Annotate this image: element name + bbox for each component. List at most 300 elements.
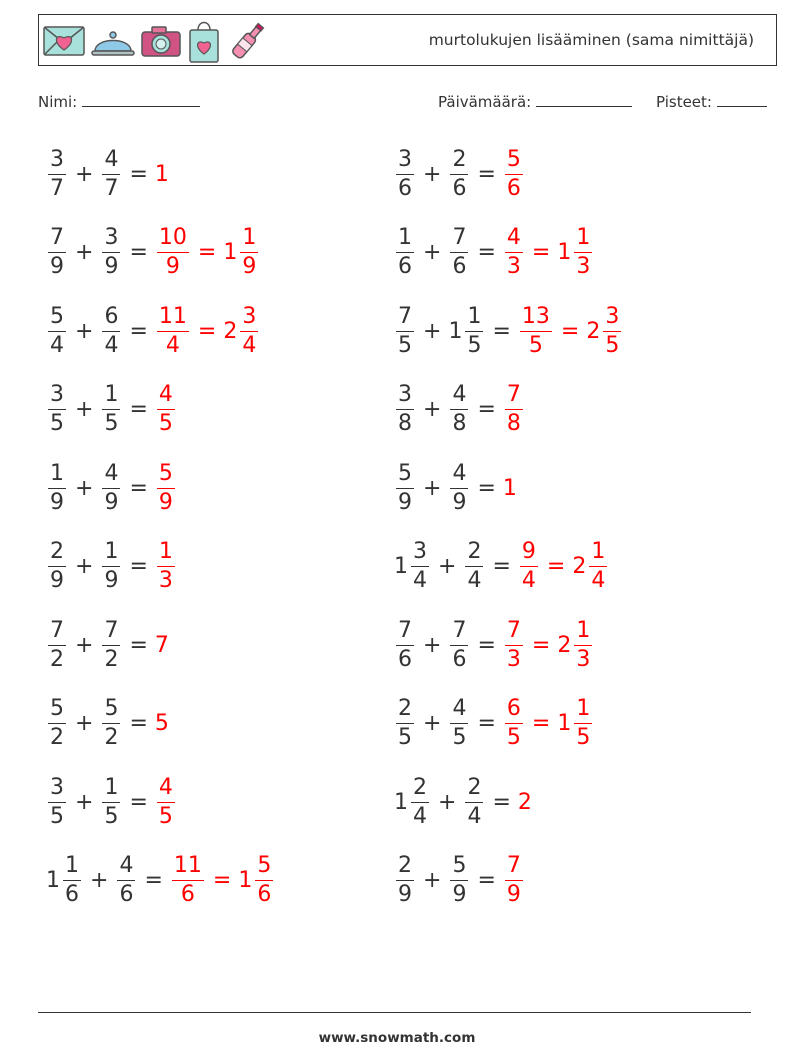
denominator: 9 xyxy=(165,254,180,279)
numerator: 1 xyxy=(104,774,119,800)
numerator: 4 xyxy=(119,853,134,878)
score-field xyxy=(656,92,767,111)
answer xyxy=(155,711,170,736)
fraction-bar xyxy=(48,174,66,175)
fraction xyxy=(117,855,135,906)
fraction-bar xyxy=(450,488,468,489)
denominator: 4 xyxy=(413,568,427,593)
plus-sign: + xyxy=(75,711,94,736)
problem-row xyxy=(46,615,170,675)
answer xyxy=(170,855,206,906)
numerator: 1 xyxy=(467,303,482,329)
name-field xyxy=(38,92,200,111)
cloche-icon xyxy=(91,23,135,59)
answer xyxy=(518,303,554,358)
denominator: 6 xyxy=(452,175,467,201)
fraction xyxy=(505,146,523,201)
problem-row xyxy=(46,380,177,440)
numerator: 3 xyxy=(398,382,412,407)
answer xyxy=(155,303,191,358)
equals-sign: = xyxy=(531,632,551,658)
problem-row xyxy=(394,458,518,518)
denominator: 6 xyxy=(119,882,134,907)
fraction xyxy=(450,855,468,906)
fraction xyxy=(520,303,552,358)
plus-sign: + xyxy=(75,161,94,187)
answer xyxy=(503,617,525,672)
addend-2 xyxy=(448,384,470,435)
numerator: 4 xyxy=(506,225,521,250)
problem-row xyxy=(46,851,275,911)
numerator: 1 xyxy=(65,853,79,878)
equals-sign: = xyxy=(129,711,148,736)
fraction-bar xyxy=(450,645,468,646)
denominator: 9 xyxy=(398,489,412,515)
plus-sign: + xyxy=(423,711,442,736)
fraction-bar xyxy=(102,566,120,567)
fraction xyxy=(240,227,258,278)
numerator: 6 xyxy=(506,696,521,721)
numerator: 1 xyxy=(576,696,591,721)
denominator: 3 xyxy=(506,254,521,279)
fraction-bar xyxy=(505,174,523,175)
whole-number: 1 xyxy=(238,868,253,893)
equals-sign: = xyxy=(212,868,232,893)
numerator: 3 xyxy=(605,303,620,329)
denominator: 2 xyxy=(104,646,119,672)
equals-sign: = xyxy=(546,554,566,579)
whole-number: 1 xyxy=(502,475,517,501)
denominator: 9 xyxy=(452,882,467,907)
addend-2 xyxy=(100,460,122,515)
fraction xyxy=(505,227,523,278)
fraction xyxy=(157,460,175,515)
fraction xyxy=(48,146,66,201)
fraction xyxy=(172,855,204,906)
fraction xyxy=(102,617,120,672)
addend-2 xyxy=(100,227,122,278)
name-label: Nimi: xyxy=(38,93,78,111)
denominator: 3 xyxy=(158,568,173,593)
fraction-bar xyxy=(157,331,189,332)
denominator: 4 xyxy=(242,332,257,358)
addend-1 xyxy=(394,698,416,749)
fraction xyxy=(396,303,414,358)
addend-2 xyxy=(448,855,470,906)
numerator: 3 xyxy=(50,382,64,407)
plus-sign: + xyxy=(75,397,94,422)
fraction xyxy=(465,303,483,358)
plus-sign: + xyxy=(75,554,94,579)
plus-sign: + xyxy=(75,789,94,815)
mixed-answer xyxy=(557,698,594,749)
mixed-answer xyxy=(223,303,260,358)
answer xyxy=(518,541,540,592)
whole-number: 1 xyxy=(557,240,572,265)
fraction-bar xyxy=(450,252,468,253)
fraction-bar xyxy=(396,723,414,724)
numerator: 2 xyxy=(413,774,427,800)
denominator: 9 xyxy=(50,568,64,593)
fraction-bar xyxy=(102,174,120,175)
fraction xyxy=(450,698,468,749)
fraction xyxy=(102,227,120,278)
fraction xyxy=(574,617,592,672)
denominator: 5 xyxy=(104,803,119,829)
fraction xyxy=(396,384,414,435)
gift-bag-heart-icon xyxy=(187,18,221,64)
numerator: 5 xyxy=(506,146,521,172)
worksheet-title: murtolukujen lisääminen (sama nimittäjä) xyxy=(428,31,754,49)
denominator: 6 xyxy=(65,882,79,907)
fraction xyxy=(240,303,258,358)
equals-sign: = xyxy=(129,632,148,658)
addend-2 xyxy=(448,227,470,278)
fraction xyxy=(102,146,120,201)
denominator: 8 xyxy=(452,411,467,436)
numerator: 1 xyxy=(591,539,606,564)
numerator: 7 xyxy=(452,617,467,643)
fraction-bar xyxy=(450,723,468,724)
problem-row xyxy=(394,772,533,832)
numerator: 4 xyxy=(104,460,119,486)
problem-row xyxy=(46,458,177,518)
denominator: 9 xyxy=(50,254,64,279)
denominator: 9 xyxy=(242,254,257,279)
denominator: 4 xyxy=(104,332,119,358)
addend-1 xyxy=(46,617,68,672)
fraction xyxy=(520,541,538,592)
denominator: 2 xyxy=(50,646,64,672)
problem-row xyxy=(394,380,525,440)
fraction xyxy=(589,541,607,592)
wine-bottle-icon xyxy=(226,20,270,62)
numerator: 4 xyxy=(158,382,173,407)
addend-1 xyxy=(46,460,68,515)
fraction-bar xyxy=(157,566,175,567)
whole-number: 1 xyxy=(394,789,408,815)
fraction xyxy=(157,384,175,435)
fraction-bar xyxy=(48,566,66,567)
fraction xyxy=(396,617,414,672)
whole-number: 1 xyxy=(223,240,238,265)
fraction xyxy=(574,227,592,278)
numerator: 5 xyxy=(452,853,467,878)
fraction-bar xyxy=(48,723,66,724)
numerator: 2 xyxy=(452,146,467,172)
problem-row xyxy=(394,694,594,754)
equals-sign: = xyxy=(492,789,511,815)
plus-sign: + xyxy=(423,868,442,893)
fraction xyxy=(48,774,66,829)
denominator: 7 xyxy=(104,175,119,201)
numerator: 1 xyxy=(104,539,119,564)
plus-sign: + xyxy=(438,554,457,579)
numerator: 3 xyxy=(398,146,412,172)
fraction xyxy=(48,617,66,672)
fraction xyxy=(102,541,120,592)
denominator: 8 xyxy=(506,411,521,436)
whole-number: 1 xyxy=(557,711,572,736)
problem-row xyxy=(394,223,594,283)
equals-sign: = xyxy=(129,789,148,815)
addend-1 xyxy=(394,541,431,592)
equals-sign: = xyxy=(477,161,496,187)
problem-row xyxy=(394,301,623,361)
numerator: 1 xyxy=(576,225,591,250)
denominator: 9 xyxy=(506,882,521,907)
addend-2 xyxy=(448,617,470,672)
numerator: 6 xyxy=(104,303,119,329)
problem-row xyxy=(394,615,594,675)
numerator: 4 xyxy=(452,460,467,486)
camera-icon xyxy=(140,23,182,59)
numerator: 2 xyxy=(50,539,64,564)
denominator: 6 xyxy=(257,882,272,907)
worksheet-header xyxy=(38,14,777,66)
denominator: 3 xyxy=(576,254,591,279)
addend-2 xyxy=(100,541,122,592)
whole-number: 1 xyxy=(154,161,169,187)
answer xyxy=(155,384,177,435)
numerator: 11 xyxy=(173,853,202,878)
fraction xyxy=(48,541,66,592)
denominator: 3 xyxy=(576,646,591,672)
denominator: 5 xyxy=(605,332,620,358)
fraction xyxy=(102,698,120,749)
answer xyxy=(155,633,170,658)
fraction xyxy=(450,146,468,201)
addend-2 xyxy=(100,617,122,672)
numerator: 7 xyxy=(50,617,64,643)
numerator: 1 xyxy=(158,539,173,564)
denominator: 9 xyxy=(158,489,173,515)
numerator: 7 xyxy=(398,303,412,329)
fraction xyxy=(396,698,414,749)
fraction xyxy=(505,384,523,435)
denominator: 4 xyxy=(591,568,606,593)
numerator: 13 xyxy=(521,303,550,329)
whole-number: 2 xyxy=(223,318,238,344)
fraction-bar xyxy=(411,802,429,803)
fraction xyxy=(396,146,414,201)
fraction-bar xyxy=(505,409,523,410)
denominator: 5 xyxy=(528,332,543,358)
equals-sign: = xyxy=(492,554,511,579)
addend-1 xyxy=(46,774,68,829)
denominator: 5 xyxy=(398,725,412,750)
answer xyxy=(503,384,525,435)
fraction-bar xyxy=(465,566,483,567)
fraction-bar xyxy=(574,645,592,646)
equals-sign: = xyxy=(477,632,496,658)
equals-sign: = xyxy=(477,475,496,501)
equals-sign: = xyxy=(477,240,496,265)
numerator: 1 xyxy=(576,617,591,643)
fraction xyxy=(396,460,414,515)
numerator: 1 xyxy=(50,460,64,486)
fraction xyxy=(102,384,120,435)
problem-row xyxy=(46,772,177,832)
numerator: 5 xyxy=(257,853,272,878)
fraction-bar xyxy=(102,488,120,489)
answer xyxy=(155,774,177,829)
problem-row xyxy=(46,694,170,754)
denominator: 6 xyxy=(452,646,467,672)
fraction-bar xyxy=(396,645,414,646)
whole-number: 1 xyxy=(46,868,60,893)
equals-sign: = xyxy=(144,868,163,893)
fraction-bar xyxy=(520,566,538,567)
denominator: 5 xyxy=(158,411,173,436)
numerator: 1 xyxy=(398,225,412,250)
whole-number: 2 xyxy=(586,318,601,344)
denominator: 4 xyxy=(413,803,427,829)
fraction xyxy=(102,303,120,358)
addend-1 xyxy=(394,460,416,515)
denominator: 5 xyxy=(506,725,521,750)
numerator: 7 xyxy=(506,617,521,643)
fraction-bar xyxy=(102,252,120,253)
numerator: 7 xyxy=(398,617,412,643)
score-label: Pisteet: xyxy=(656,93,712,111)
denominator: 9 xyxy=(104,254,119,279)
denominator: 6 xyxy=(398,175,412,201)
fraction-bar xyxy=(255,880,273,881)
fraction xyxy=(450,617,468,672)
addend-2 xyxy=(115,855,137,906)
whole-number: 2 xyxy=(572,554,587,579)
numerator: 7 xyxy=(104,617,119,643)
fraction-bar xyxy=(396,252,414,253)
fraction-bar xyxy=(396,880,414,881)
whole-number: 1 xyxy=(394,554,408,579)
fraction xyxy=(411,774,429,829)
numerator: 5 xyxy=(50,696,64,721)
addend-1 xyxy=(46,303,68,358)
equals-sign: = xyxy=(492,318,511,344)
whole-number: 5 xyxy=(154,711,169,736)
fraction-bar xyxy=(465,331,483,332)
numerator: 11 xyxy=(158,303,187,329)
footer-divider xyxy=(38,1012,751,1013)
numerator: 5 xyxy=(104,696,119,721)
denominator: 5 xyxy=(452,725,467,750)
numerator: 3 xyxy=(242,303,257,329)
mixed-answer xyxy=(238,855,275,906)
addend-1 xyxy=(46,855,83,906)
fraction-bar xyxy=(505,645,523,646)
fraction-bar xyxy=(157,409,175,410)
date-blank xyxy=(536,92,632,107)
numerator: 9 xyxy=(521,539,536,564)
mixed-answer xyxy=(586,303,623,358)
fraction-bar xyxy=(505,723,523,724)
plus-sign: + xyxy=(423,318,442,344)
addend-1 xyxy=(46,384,68,435)
plus-sign: + xyxy=(75,240,94,265)
whole-number: 1 xyxy=(448,318,463,344)
answer xyxy=(155,460,177,515)
fraction-bar xyxy=(240,331,258,332)
fraction-bar xyxy=(589,566,607,567)
whole-number: 2 xyxy=(517,789,532,815)
fraction xyxy=(102,460,120,515)
addend-1 xyxy=(394,617,416,672)
numerator: 4 xyxy=(452,696,467,721)
problem-row xyxy=(394,537,609,597)
fraction-bar xyxy=(396,409,414,410)
fraction-bar xyxy=(396,488,414,489)
fraction-bar xyxy=(102,645,120,646)
plus-sign: + xyxy=(423,475,442,501)
fraction xyxy=(505,855,523,906)
denominator: 5 xyxy=(104,411,119,436)
numerator: 7 xyxy=(506,853,521,878)
problem-row xyxy=(394,851,525,911)
fraction-bar xyxy=(396,331,414,332)
addend-2 xyxy=(100,384,122,435)
numerator: 7 xyxy=(50,225,64,250)
numerator: 4 xyxy=(158,774,173,800)
answer xyxy=(518,790,533,815)
footer-site: www.snowmath.com xyxy=(318,1030,476,1046)
fraction-bar xyxy=(505,880,523,881)
mixed-answer xyxy=(572,541,609,592)
fraction-bar xyxy=(450,174,468,175)
date-field xyxy=(438,92,632,111)
fraction-bar xyxy=(574,252,592,253)
numerator: 3 xyxy=(50,146,64,172)
equals-sign: = xyxy=(477,868,496,893)
denominator: 5 xyxy=(398,332,412,358)
denominator: 6 xyxy=(180,882,195,907)
problem-row xyxy=(46,144,170,204)
fraction xyxy=(102,774,120,829)
equals-sign: = xyxy=(129,554,148,579)
numerator: 2 xyxy=(398,853,412,878)
equals-sign: = xyxy=(129,161,148,187)
fraction xyxy=(157,774,175,829)
fraction-bar xyxy=(48,488,66,489)
equals-sign: = xyxy=(197,318,217,344)
denominator: 5 xyxy=(467,332,482,358)
addend-1 xyxy=(394,384,416,435)
fraction xyxy=(396,855,414,906)
denominator: 4 xyxy=(165,332,180,358)
mixed-answer xyxy=(223,227,260,278)
plus-sign: + xyxy=(75,632,94,658)
date-label: Päivämäärä: xyxy=(438,93,532,111)
score-blank xyxy=(717,92,767,107)
denominator: 5 xyxy=(576,725,591,750)
denominator: 9 xyxy=(104,489,119,515)
equals-sign: = xyxy=(129,397,148,422)
fraction xyxy=(157,227,189,278)
denominator: 6 xyxy=(506,175,521,201)
fraction xyxy=(465,541,483,592)
equals-sign: = xyxy=(129,475,148,501)
numerator: 4 xyxy=(104,146,119,172)
fraction-bar xyxy=(48,252,66,253)
equals-sign: = xyxy=(477,397,496,422)
addend-2 xyxy=(100,146,122,201)
denominator: 5 xyxy=(50,411,64,436)
fraction xyxy=(48,303,66,358)
denominator: 8 xyxy=(398,411,412,436)
denominator: 3 xyxy=(506,646,521,672)
numerator: 2 xyxy=(467,539,482,564)
